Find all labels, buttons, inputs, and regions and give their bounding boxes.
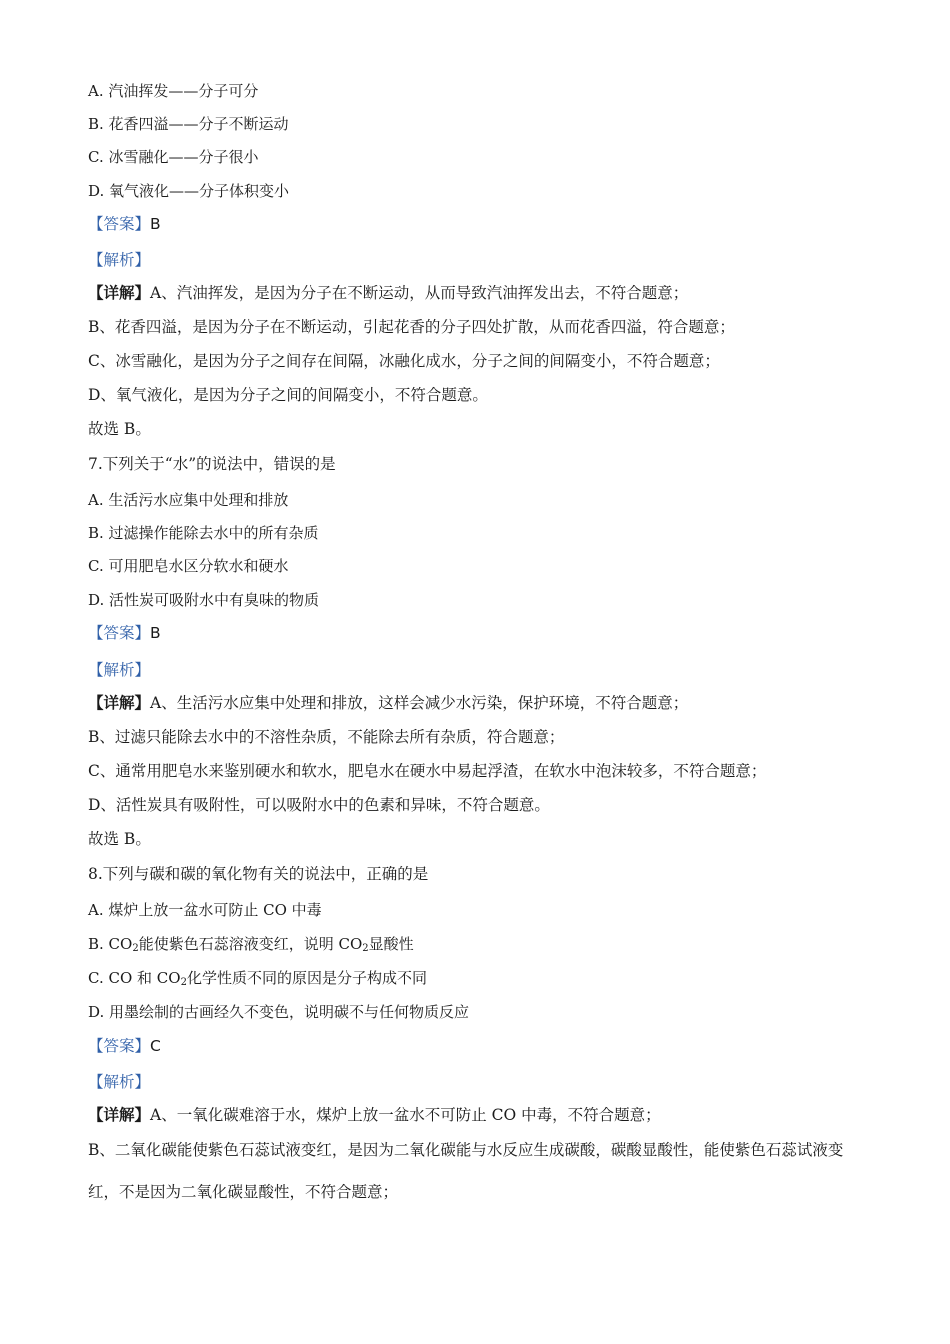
option-text: 化学性质不同的原因是分子构成不同 (186, 969, 427, 987)
q8-analysis (88, 1072, 150, 1092)
q7-option-c: C. 可用肥皂水区分软水和硬水 (88, 557, 289, 575)
q6-conclusion: 故选 B。 (88, 420, 151, 438)
detail-text: A、汽油挥发，是因为分子在不断运动，从而导致汽油挥发出去，不符合题意； (150, 284, 689, 302)
q7-option-a: A. 生活污水应集中处理和排放 (88, 491, 289, 509)
answer-tag: 【答案】 (88, 1037, 151, 1055)
q8-option-b (88, 934, 414, 959)
subscript: 2 (180, 977, 187, 988)
answer-letter: B (150, 215, 161, 233)
subscript: 2 (362, 943, 369, 954)
q7-detail-c: C、通常用肥皂水来鉴别硬水和软水，肥皂水在硬水中易起浮渣，在软水中泡沫较多，不符合题意； (88, 762, 767, 780)
answer-tag: 【答案】 (88, 624, 151, 642)
analysis-tag: 【解析】 (88, 661, 151, 679)
q8-stem: 8.下列与碳和碳的氧化物有关的说法中，正确的是 (88, 865, 429, 883)
q8-answer (88, 1036, 161, 1056)
detail-tag: 【详解】 (88, 283, 151, 302)
q8-option-c (88, 968, 427, 993)
option-text: C. CO 和 CO (88, 969, 181, 987)
option-text: B. CO (88, 935, 133, 953)
detail-tag: 【详解】 (88, 693, 151, 712)
option-text: 能使紫色石蕊溶液变红，说明 CO (138, 935, 363, 953)
answer-letter: B (150, 624, 161, 642)
q7-conclusion: 故选 B。 (88, 830, 151, 848)
answer-tag: 【答案】 (88, 215, 151, 233)
q6-option-a: A. 汽油挥发——分子可分 (88, 82, 259, 100)
analysis-tag: 【解析】 (88, 251, 151, 269)
q6-detail-b: B、花香四溢，是因为分子在不断运动，引起花香的分子四处扩散，从而花香四溢，符合题意； (88, 318, 735, 336)
detail-text: A、生活污水应集中处理和排放，这样会减少水污染，保护环境，不符合题意； (150, 694, 689, 712)
q6-option-d: D. 氧气液化——分子体积变小 (88, 182, 290, 200)
q7-option-d: D. 活性炭可吸附水中有臭味的物质 (88, 591, 320, 609)
q7-stem: 7.下列关于“水”的说法中，错误的是 (88, 455, 336, 473)
q7-detail-b: B、过滤只能除去水中的不溶性杂质，不能除去所有杂质，符合题意； (88, 728, 565, 746)
detail-tag: 【详解】 (88, 1105, 151, 1124)
q7-detail-a (88, 693, 688, 713)
q6-analysis (88, 250, 150, 270)
q6-option-c: C. 冰雪融化——分子很小 (88, 148, 259, 166)
q8-detail-b: B、二氧化碳能使紫色石蕊试液变红，是因为二氧化碳能与水反应生成碳酸，碳酸显酸性，能使紫色石蕊试液变红，不是因为二氧化碳显酸性，不符合题意； (88, 1141, 844, 1201)
q6-answer (88, 214, 161, 234)
q6-detail-c: C、冰雪融化，是因为分子之间存在间隔，冰融化成水，分子之间的间隔变小，不符合题意； (88, 352, 720, 370)
q7-analysis (88, 660, 150, 680)
analysis-tag: 【解析】 (88, 1073, 151, 1091)
q6-option-b: B. 花香四溢——分子不断运动 (88, 115, 289, 133)
q7-answer (88, 623, 161, 643)
q8-detail-a (88, 1105, 661, 1125)
q8-option-a: A. 煤炉上放一盆水可防止 CO 中毒 (88, 901, 322, 919)
subscript: 2 (132, 943, 139, 954)
q7-option-b: B. 过滤操作能除去水中的所有杂质 (88, 524, 319, 542)
q6-detail-d: D、氧气液化，是因为分子之间的间隔变小，不符合题意。 (88, 386, 488, 404)
detail-text: A、一氧化碳难溶于水，煤炉上放一盆水不可防止 CO 中毒，不符合题意； (150, 1106, 661, 1124)
option-text: 显酸性 (368, 935, 414, 953)
q7-detail-d: D、活性炭具有吸附性，可以吸附水中的色素和异味，不符合题意。 (88, 796, 550, 814)
q6-detail-a (88, 283, 688, 303)
answer-letter: C (150, 1037, 161, 1055)
q8-option-d: D. 用墨绘制的古画经久不变色，说明碳不与任何物质反应 (88, 1003, 470, 1021)
